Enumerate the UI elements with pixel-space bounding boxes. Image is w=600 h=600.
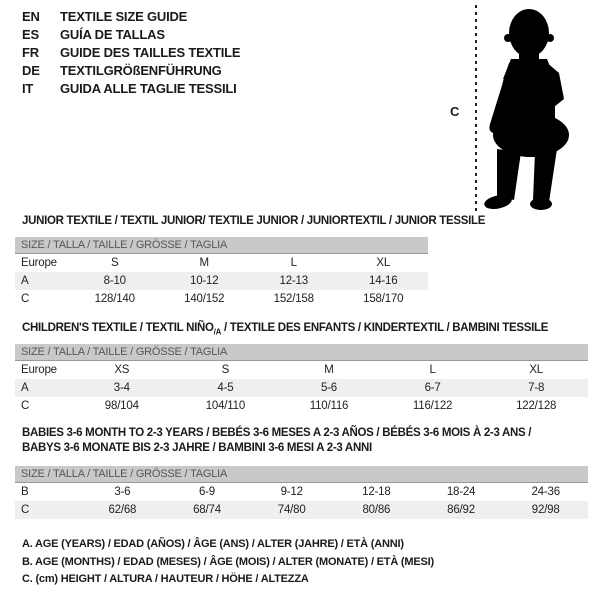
guide-title: GUIDA ALLE TAGLIE TESSILI bbox=[60, 81, 237, 96]
size-cell: L bbox=[290, 257, 297, 269]
guide-title: TEXTILGRÖßENFÜHRUNG bbox=[60, 63, 222, 78]
size-cell: S bbox=[221, 364, 230, 376]
legend-notes bbox=[22, 536, 434, 589]
size-table-babies bbox=[15, 466, 588, 519]
section-title-babies bbox=[22, 426, 587, 456]
language-row-en bbox=[22, 8, 240, 26]
section-title-text: BABIES 3-6 MONTH TO 2-3 YEARS / BEBÉS 3-6 MESES A 2-3 AÑOS / BÉBÉS 3-6 MOIS À 2-3 ANS / bbox=[22, 427, 532, 439]
size-cell: 6-7 bbox=[424, 382, 441, 394]
table-row-a bbox=[15, 272, 428, 290]
size-cell: 116/122 bbox=[412, 400, 453, 412]
size-cell: XL bbox=[529, 364, 543, 376]
size-cell: L bbox=[429, 364, 436, 376]
guide-title: GUIDE DES TAILLES TEXTILE bbox=[60, 45, 241, 60]
section-title-text: JUNIOR TEXTILE / TEXTIL JUNIOR/ TEXTILE JUNIOR / JUNIORTEXTIL / JUNIOR TESSILE bbox=[22, 215, 486, 227]
size-cell: XL bbox=[376, 257, 391, 269]
size-cell: 14-16 bbox=[369, 275, 398, 287]
size-table-junior bbox=[15, 237, 428, 308]
language-row-fr bbox=[22, 44, 240, 62]
size-cell: 122/128 bbox=[516, 400, 557, 412]
size-cell: 7-8 bbox=[528, 382, 545, 394]
size-cell: 9-12 bbox=[280, 486, 303, 498]
legend-note: C. (cm) HEIGHT / ALTURA / HAUTEUR / HÖHE / ALTEZZA bbox=[22, 573, 309, 585]
table-row-c bbox=[15, 501, 588, 519]
size-cell: 8-10 bbox=[103, 275, 126, 287]
size-cell: 10-12 bbox=[190, 275, 219, 287]
section-title-text: BABYS 3-6 MONATE BIS 2-3 JAHRE / BAMBINI 3-6 MESI A 2-3 ANNI bbox=[22, 442, 372, 454]
size-cell: 92/98 bbox=[531, 504, 560, 516]
row-label: Europe bbox=[21, 364, 57, 376]
size-cell: 98/104 bbox=[104, 400, 139, 412]
size-cell: S bbox=[111, 257, 119, 269]
size-cell: 3-4 bbox=[113, 382, 130, 394]
size-cell: 140/152 bbox=[184, 293, 225, 305]
language-title-list bbox=[22, 8, 240, 98]
legend-note: A. AGE (YEARS) / EDAD (AÑOS) / ÂGE (ANS) / ALTER (JAHRE) / ETÀ (ANNI) bbox=[22, 538, 404, 550]
table-row-europe bbox=[15, 254, 428, 272]
language-code: IT bbox=[22, 81, 34, 96]
row-label: A bbox=[21, 275, 29, 287]
size-cell: 158/170 bbox=[363, 293, 404, 305]
size-cell: 6-9 bbox=[198, 486, 216, 498]
section-title-text: / TEXTILE DES ENFANTS / KINDERTEXTIL / BAMBINI TESSILE bbox=[221, 322, 549, 334]
height-measure-label: C bbox=[450, 104, 460, 119]
size-cell: 68/74 bbox=[193, 504, 221, 516]
section-title-children bbox=[22, 321, 587, 339]
size-cell: M bbox=[199, 257, 209, 269]
table-row-a bbox=[15, 379, 588, 397]
size-table-header: SIZE / TALLA / TAILLE / GRÖSSE / TAGLIA bbox=[15, 344, 588, 361]
language-row-it bbox=[22, 80, 240, 98]
size-cell: 80/86 bbox=[362, 504, 391, 516]
size-cell: 18-24 bbox=[446, 486, 476, 498]
size-cell: M bbox=[324, 364, 334, 376]
row-label: A bbox=[21, 382, 29, 394]
language-row-es bbox=[22, 26, 240, 44]
table-row-b bbox=[15, 483, 588, 501]
table-row-europe bbox=[15, 361, 588, 379]
row-label: C bbox=[21, 293, 30, 305]
size-cell: 12-13 bbox=[279, 275, 308, 287]
height-dotted-line bbox=[475, 5, 477, 213]
size-table-children bbox=[15, 344, 588, 415]
language-code: FR bbox=[22, 45, 39, 60]
size-cell: 110/116 bbox=[309, 400, 349, 412]
section-title-text: /A bbox=[213, 327, 222, 337]
size-cell: 128/140 bbox=[94, 293, 135, 305]
section-title-junior bbox=[22, 214, 587, 229]
size-cell: 4-5 bbox=[217, 382, 234, 394]
row-label: C bbox=[21, 400, 30, 412]
language-code: DE bbox=[22, 63, 40, 78]
guide-title: GUÍA DE TALLAS bbox=[60, 27, 165, 42]
size-table-header: SIZE / TALLA / TAILLE / GRÖSSE / TAGLIA bbox=[15, 237, 428, 254]
size-cell: 104/110 bbox=[205, 400, 246, 412]
size-cell: 24-36 bbox=[531, 486, 560, 498]
legend-note: B. AGE (MONTHS) / EDAD (MESES) / ÂGE (MOIS) / ALTER (MONATE) / ETÀ (MESI) bbox=[22, 555, 434, 568]
guide-title: TEXTILE SIZE GUIDE bbox=[60, 9, 188, 24]
row-label: Europe bbox=[21, 257, 57, 269]
table-row-c bbox=[15, 397, 588, 415]
size-cell: 12-18 bbox=[362, 486, 391, 498]
size-cell: 62/68 bbox=[108, 504, 137, 516]
language-row-de bbox=[22, 62, 240, 80]
size-cell: 86/92 bbox=[447, 504, 475, 516]
language-code: ES bbox=[22, 27, 39, 42]
size-cell: 74/80 bbox=[277, 504, 306, 516]
baby-silhouette-icon bbox=[483, 5, 579, 213]
language-code: EN bbox=[22, 9, 40, 24]
row-label: B bbox=[21, 486, 29, 498]
row-label: C bbox=[21, 504, 30, 516]
section-title-text: CHILDREN'S TEXTILE / TEXTIL NIÑO bbox=[22, 322, 214, 334]
size-cell: 152/158 bbox=[273, 293, 314, 305]
table-row-c bbox=[15, 290, 428, 308]
size-table-header: SIZE / TALLA / TAILLE / GRÖSSE / TAGLIA bbox=[15, 466, 588, 483]
baby-figure bbox=[483, 5, 579, 213]
size-cell: XS bbox=[114, 364, 130, 376]
size-cell: 5-6 bbox=[320, 382, 337, 394]
size-cell: 3-6 bbox=[114, 486, 131, 498]
